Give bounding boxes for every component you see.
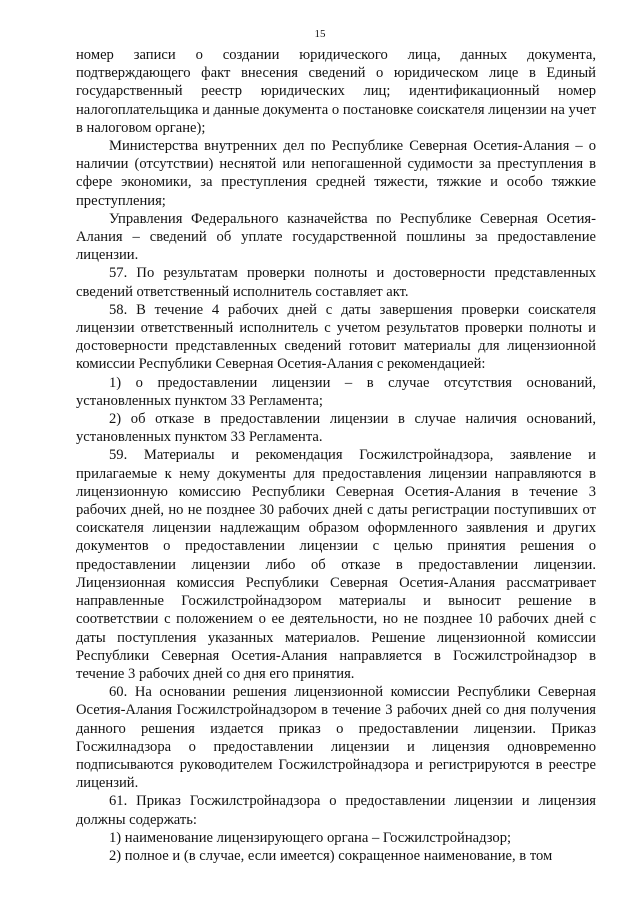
paragraph-58-item-1: 1) о предоставлении лицензии – в случае отсутствия оснований, установленных пунктом 33 Регламента; [76,374,596,409]
paragraph-mvd: Министерства внутренних дел по Республике Северная Осетия-Алания – о наличии (отсутствии) неснятой или непогашенной судимости за преступления в сфере экономики, за преступления средней тяжести, тяжкие и особо тяжкие преступления; [76,138,596,209]
paragraph-61-item-1: 1) наименование лицензирующего органа – Госжилстройнадзор; [109,829,512,846]
paragraph-58-item-2: 2) об отказе в предоставлении лицензии в случае наличия оснований, установленных пунктом 33 Регламента. [76,411,596,446]
paragraph-59: 59. Материалы и рекомендация Госжилстройнадзора, заявление и прилагаемые к нему документы для предоставления лицензии направляются в лицензионную комиссию Республики Северная Осетия-Алания в течение 3 рабочих дней, но не позднее 30 рабочих дней с даты регистрации поступивших от соискателя лицензии надлежащим образом оформленного заявления и других документов о предоставлении лицензии с целью принятия решения о предоставлении лицензии либо об отказе в предоставлении лицензии. Лицензионная комиссия Республики Северная Осетия-Алания рассматривает направленные Госжилстройнадзором материалы и выносит решение в соответствии с положением о ее деятельности, но не позднее 10 рабочих дней с даты поступления указанных материалов. Решение лицензионной комиссии Республики Северная Осетия-Алания направляется в Госжилстройнадзор в течение 3 рабочих дней со дня его принятия. [76,447,596,682]
paragraph-treasury: Управления Федерального казначейства по Республике Северная Осетия-Алания – сведений об уплате государственной пошлины за предоставление лицензии. [76,210,596,264]
paragraph-58: 58. В течение 4 рабочих дней с даты завершения проверки соискателя лицензии ответственный исполнитель с учетом результатов проверки полноты и достоверности представленных сведений готовит материалы для лицензионной комиссии Республики Северная Осетия-Алания с рекомендацией: [76,301,596,373]
paragraph-continuation: номер записи о создании юридического лица, данных документа, подтверждающего факт внесения сведений о юридическом лице в Единый государственный реестр юридических лиц; идентификационный номер налогоплательщика и данные документа о постановке соискателя лицензии на учет в налоговом органе); [76,47,596,136]
paragraph-60: 60. На основании решения лицензионной комиссии Республики Северная Осетия-Алания Госжилстройнадзором в течение 3 рабочих дней со дня получения данного решения издается приказ о предоставлении лицензии. Приказ Госжилнадзора о предоставлении лицензии и лицензия одновременно подписываются руководителем Госжилстройнадзора и регистрируются в реестре лицензий. [76,684,596,792]
document-body [76,46,596,865]
paragraph-57: 57. По результатам проверки полноты и достоверности представленных сведений ответственный исполнитель составляет акт. [76,265,596,300]
paragraph-61: 61. Приказ Госжилстройнадзора о предоставлении лицензии и лицензия должны содержать: [76,793,596,828]
paragraph-61-item-2: 2) полное и (в случае, если имеется) сокращенное наименование, в том [109,847,553,864]
page-number: 15 [314,28,326,40]
